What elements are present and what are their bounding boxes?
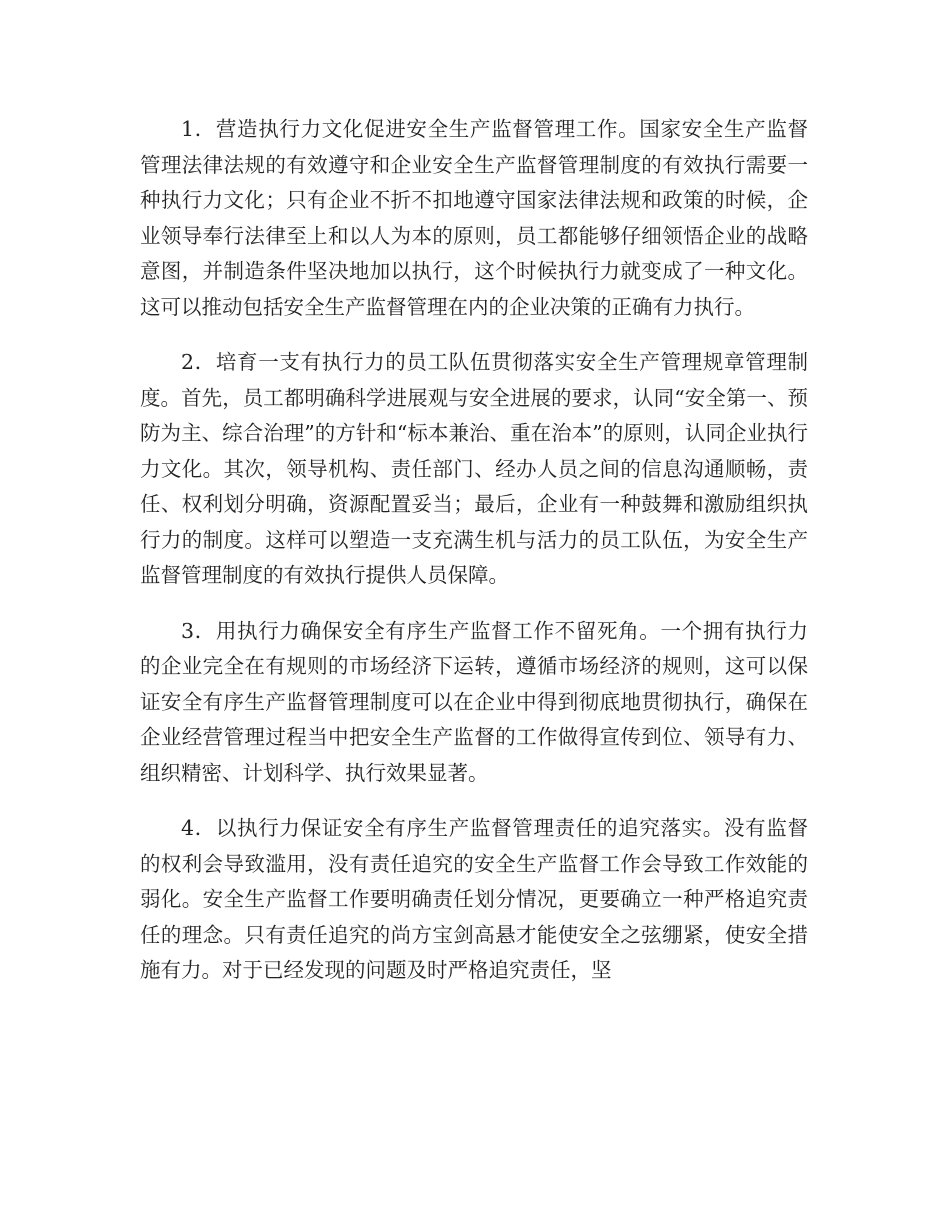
paragraph-1: 1．营造执行力文化促进安全生产监督管理工作。国家安全生产监督管理法律法规的有效遵守和企业安全生产监督管理制度的有效执行需要一种执行力文化；只有企业不折不扣地遵守国家法律法规和政策的时候，企业领导奉行法律至上和以人为本的原则，员工都能够仔细领悟企业的战略意图，并制造条件坚决地加以执行，这个时候执行力就变成了一种文化。这可以推动包括安全生产监督管理在内的企业决策的正确有力执行。 <box>140 117 808 319</box>
paragraph-2: 2．培育一支有执行力的员工队伍贯彻落实安全生产管理规章管理制度。首先，员工都明确科学进展观与安全进展的要求，认同“安全第一、预防为主、综合治理”的方针和“标本兼治、重在治本”的原则，认同企业执行力文化。其次，领导机构、责任部门、经办人员之间的信息沟通顺畅，责任、权利划分明确，资源配置妥当；最后，企业有一种鼓舞和激励组织执行力的制度。这样可以塑造一支充满生机与活力的员工队伍，为安全生产监督管理制度的有效执行提供人员保障。 <box>140 350 808 587</box>
document-body <box>140 112 808 1009</box>
paragraph-3: 3．用执行力确保安全有序生产监督工作不留死角。一个拥有执行力的企业完全在有规则的市场经济下运转，遵循市场经济的规则，这可以保证安全有序生产监督管理制度可以在企业中得到彻底地贯彻执行，确保在企业经营管理过程当中把安全生产监督的工作做得宣传到位、领导有力、组织精密、计划科学、执行效果显著。 <box>140 618 808 785</box>
paragraph-4: 4．以执行力保证安全有序生产监督管理责任的追究落实。没有监督的权利会导致滥用，没有责任追究的安全生产监督工作会导致工作效能的弱化。安全生产监督工作要明确责任划分情况，更要确立一种严格追究责任的理念。只有责任追究的尚方宝剑高悬才能使安全之弦绷紧，使安全措施有力。对于已经发现的问题及时严格追究责任，坚 <box>140 816 808 982</box>
